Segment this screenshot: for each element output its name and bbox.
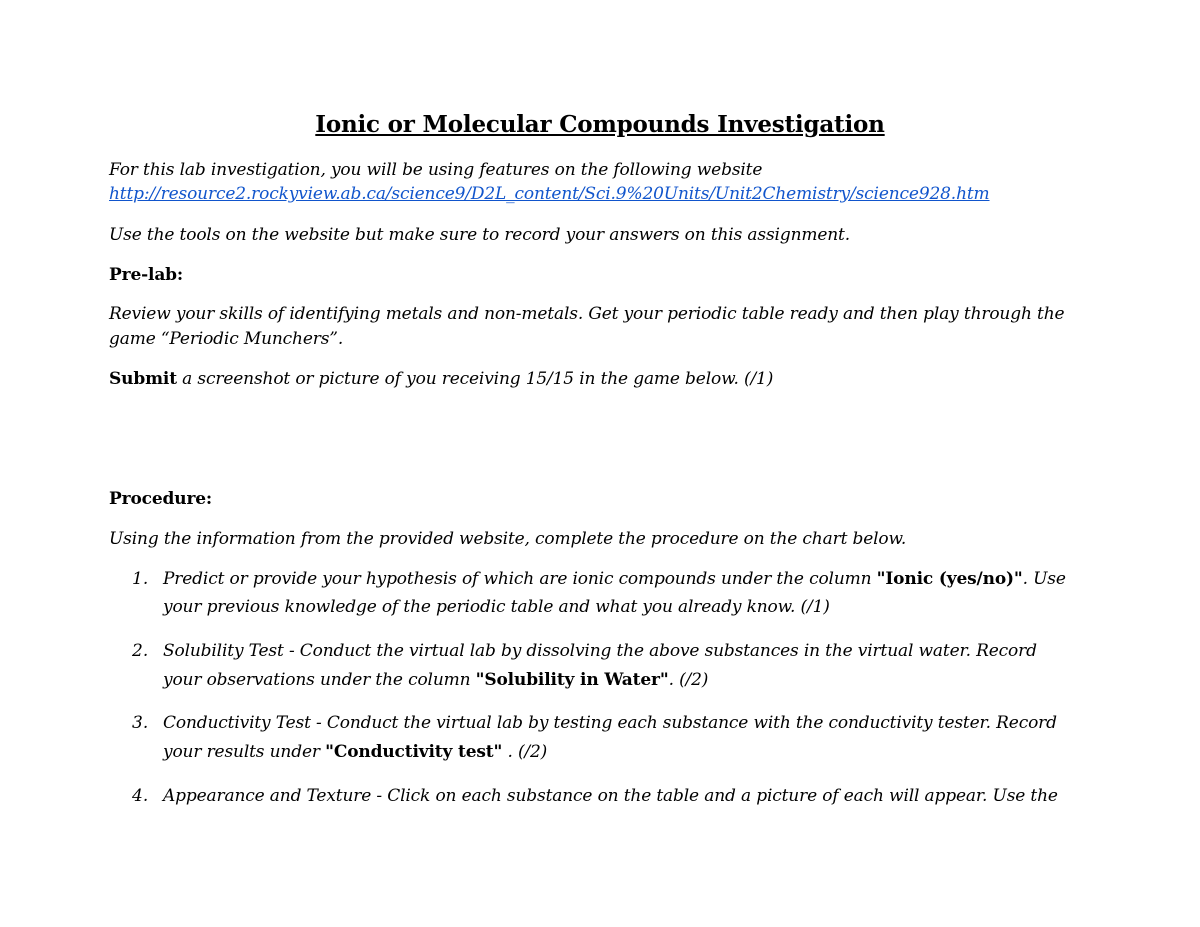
step-1-number: 1.: [132, 569, 149, 589]
prelab-review-line-1: Review your skills of identifying metals and non-metals. Get your periodic table ready and then play through the: [109, 304, 1065, 324]
prelab-submit-line: [109, 369, 773, 389]
submit-label: Submit: [109, 369, 177, 389]
step-3-text-a: your results under: [163, 742, 326, 762]
step-2-number: 2.: [132, 641, 149, 661]
step-3-text-c: . (/2): [502, 742, 548, 762]
step-1-line-1: [163, 569, 1066, 589]
procedure-intro: Using the information from the provided website, complete the procedure on the chart below.: [109, 529, 907, 549]
step-1-text-c: . Use: [1022, 569, 1066, 589]
prelab-heading: Pre-lab:: [109, 265, 184, 285]
step-3-line-1: Conductivity Test - Conduct the virtual lab by testing each substance with the conductivity tester. Record: [163, 713, 1057, 733]
step-1-column-name: "Ionic (yes/no)": [876, 569, 1023, 589]
step-4-number: 4.: [132, 786, 149, 806]
step-3-line-2: [163, 742, 547, 762]
step-2-column-name: "Solubility in Water": [475, 670, 669, 690]
step-1-text-a: Predict or provide your hypothesis of which are ionic compounds under the column: [163, 569, 877, 589]
step-2-line-2: [163, 670, 708, 690]
submit-text: a screenshot or picture of you receiving 15/15 in the game below. (/1): [176, 369, 774, 389]
step-2-text-c: . (/2): [668, 670, 709, 690]
step-2-line-1: Solubility Test - Conduct the virtual lab by dissolving the above substances in the virtual water. Record: [163, 641, 1037, 661]
website-link[interactable]: http://resource2.rockyview.ab.ca/science9/D2L_content/Sci.9%20Units/Unit2Chemistry/science928.htm: [109, 184, 990, 204]
step-1-line-2: your previous knowledge of the periodic table and what you already know. (/1): [163, 597, 830, 617]
intro-line: For this lab investigation, you will be using features on the following website: [109, 160, 763, 180]
step-3-column-name: "Conductivity test": [325, 742, 503, 762]
page-title: Ionic or Molecular Compounds Investigation: [315, 111, 885, 138]
tools-note: Use the tools on the website but make sure to record your answers on this assignment.: [109, 225, 850, 245]
step-2-text-a: your observations under the column: [163, 670, 476, 690]
step-3-number: 3.: [132, 713, 149, 733]
step-4-line-1: Appearance and Texture - Click on each substance on the table and a picture of each will appear. Use the: [163, 786, 1058, 806]
procedure-heading: Procedure:: [109, 489, 213, 509]
website-link-row: [109, 184, 990, 204]
prelab-review-line-2: game “Periodic Munchers”.: [109, 329, 344, 349]
